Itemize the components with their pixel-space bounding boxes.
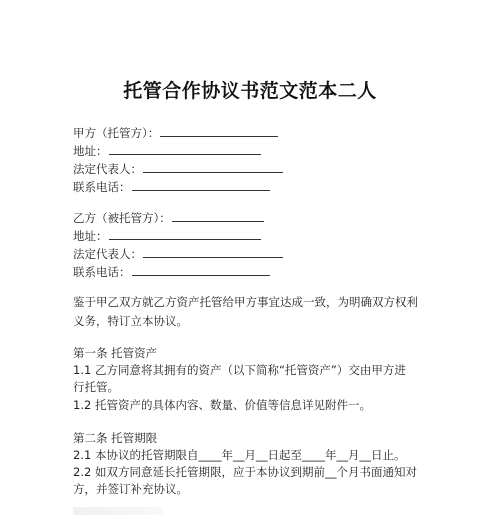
page-bottom-fade: [73, 507, 163, 515]
party-a-legal-rep-blank: [143, 161, 283, 173]
preamble-line-2: 义务，特订立本协议。: [73, 314, 188, 328]
party-b-legal-rep-line: [73, 246, 283, 261]
party-a-name-blank: [160, 125, 278, 137]
party-b-name-label: 乙方（被托管方）：: [73, 211, 171, 225]
party-b-address-line: [73, 228, 261, 243]
party-a-name-line: [73, 125, 278, 140]
article-1-clause-1-line-1: 1.1 乙方同意将其拥有的资产（以下简称“托管资产”）交由甲方进: [73, 363, 406, 377]
party-b-phone-line: [73, 264, 270, 279]
party-b-legal-rep-blank: [143, 246, 283, 258]
party-a-phone-line: [73, 179, 270, 194]
article-1-clause-1-line-2: 行托管。: [73, 380, 119, 394]
party-a-legal-rep-label: 法定代表人：: [73, 162, 142, 176]
party-b-address-blank: [109, 228, 261, 240]
document-title: 托管合作协议书范文范本二人: [123, 80, 377, 102]
article-1-heading: 第一条 托管资产: [73, 346, 158, 360]
preamble-line-1: 鉴于甲乙双方就乙方资产托管给甲方事宜达成一致，为明确双方权利: [73, 295, 418, 309]
party-b-address-label: 地址：: [73, 229, 108, 243]
party-b-name-line: [73, 210, 264, 225]
article-2-heading: 第二条 托管期限: [73, 431, 158, 445]
party-a-legal-rep-line: [73, 161, 283, 176]
article-2-clause-2-line-2: 方，并签订补充协议。: [73, 482, 188, 496]
party-a-address-label: 地址：: [73, 144, 108, 158]
party-a-address-blank: [109, 143, 261, 155]
article-2-clause-2-line-1: 2.2 如双方同意延长托管期限，应于本协议到期前__个月书面通知对: [73, 465, 417, 479]
party-a-phone-blank: [132, 179, 270, 191]
party-b-name-blank: [172, 210, 264, 222]
party-b-phone-blank: [132, 264, 270, 276]
party-a-phone-label: 联系电话：: [73, 180, 131, 194]
article-2-clause-1: 2.1 本协议的托管期限自____年__月__日起至____年__月__日止。: [73, 448, 406, 462]
party-b-phone-label: 联系电话：: [73, 265, 131, 279]
party-a-address-line: [73, 143, 261, 158]
party-b-legal-rep-label: 法定代表人：: [73, 247, 142, 261]
article-1-clause-2: 1.2 托管资产的具体内容、数量、价值等信息详见附件一。: [73, 398, 371, 412]
party-a-name-label: 甲方（托管方）：: [73, 126, 160, 140]
